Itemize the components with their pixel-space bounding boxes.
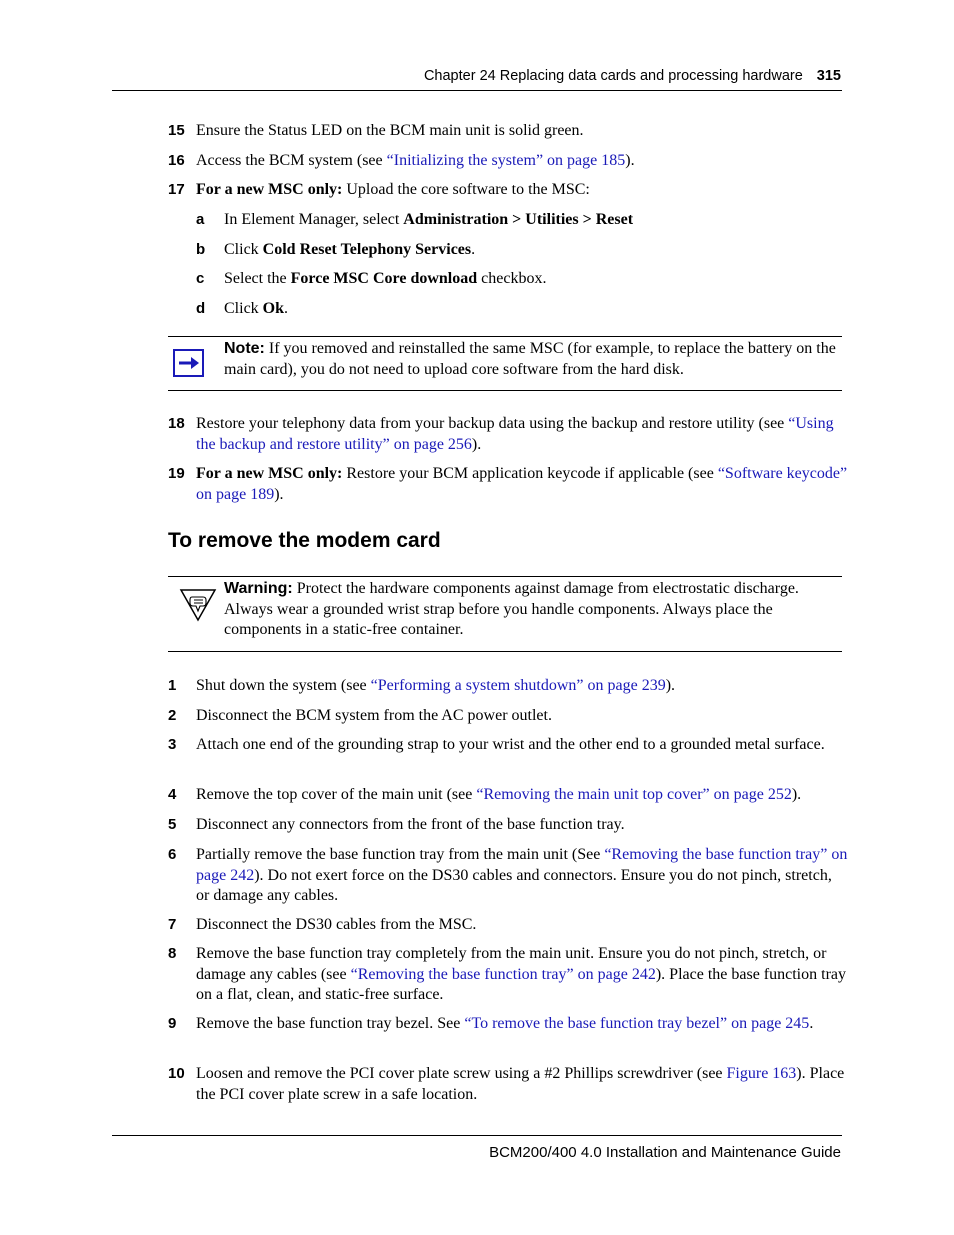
substep-text: Select the Force MSC Core download checkbox.: [224, 270, 547, 287]
cross-reference-link[interactable]: “Removing the main unit top cover” on page 252: [476, 786, 792, 803]
step-text: Remove the base function tray completely from the main unit. Ensure you do not pinch, stretch, or damage any cables (see “Removing the base function tray” on page 242). Place the base function tray on a flat, clean, and static-free surface.: [196, 945, 846, 1003]
step-text: Partially remove the base function tray from the main unit (See “Removing the base function tray” on page 242). Do not exert force on the DS30 cables and connectors. Ensure you do not pinch, stretch, or damage any cables.: [196, 846, 848, 904]
step-5: [168, 815, 848, 836]
step-text: Ensure the Status LED on the BCM main unit is solid green.: [196, 122, 584, 139]
step-4: [168, 785, 848, 806]
cross-reference-link[interactable]: “Performing a system shutdown” on page 239: [370, 677, 666, 694]
step-text: Disconnect the BCM system from the AC power outlet.: [196, 707, 552, 724]
substep-letter: c: [196, 270, 205, 287]
warning-bottom-rule: [168, 651, 842, 652]
step-number: 6: [168, 846, 177, 863]
running-header: [424, 68, 841, 84]
section-heading: To remove the modem card: [168, 529, 441, 552]
cross-reference-link[interactable]: “Removing the base function tray” on page 242: [196, 846, 848, 884]
step-number: 3: [168, 736, 177, 753]
step-number: 4: [168, 786, 177, 803]
step-16: [168, 151, 848, 172]
step-19: [168, 464, 848, 505]
cross-reference-link[interactable]: “Using the backup and restore utility” on page 256: [196, 415, 834, 453]
step-8: [168, 944, 848, 1006]
substep-text: Click Cold Reset Telephony Services.: [224, 241, 476, 258]
note-bottom-rule: [168, 390, 842, 391]
step-text: Loosen and remove the PCI cover plate screw using a #2 Phillips screwdriver (see Figure 163). Place the PCI cover plate screw in a safe location.: [196, 1065, 845, 1103]
note-label: Note:: [224, 340, 265, 357]
substep-c: [196, 269, 836, 290]
step-1: [168, 676, 848, 697]
static-hand-warning-icon: [179, 588, 217, 622]
step-number: 8: [168, 945, 177, 962]
step-number: 9: [168, 1015, 177, 1032]
step-text: Disconnect any connectors from the front of the base function tray.: [196, 816, 625, 833]
chapter-title: Chapter 24 Replacing data cards and processing hardware: [423, 68, 803, 84]
step-number: 17: [168, 181, 185, 198]
cross-reference-link[interactable]: “Initializing the system” on page 185: [386, 152, 626, 169]
cross-reference-link[interactable]: “Software keycode” on page 189: [196, 465, 848, 503]
step-3: [168, 735, 848, 756]
substep-letter: b: [196, 241, 206, 258]
step-number: 2: [168, 707, 177, 724]
step-6: [168, 845, 848, 907]
step-9: [168, 1014, 848, 1035]
note-top-rule: [168, 336, 842, 337]
step-number: 19: [168, 465, 185, 482]
substep-letter: d: [196, 300, 206, 317]
step-7: [168, 915, 848, 936]
substep-d: [196, 299, 836, 320]
footer-title: BCM200/400 4.0 Installation and Maintenance Guide: [489, 1144, 841, 1161]
substep-letter: a: [196, 211, 205, 228]
step-number: 16: [168, 152, 185, 169]
warning-callout: [224, 579, 842, 641]
step-text: Shut down the system (see “Performing a system shutdown” on page 239).: [196, 677, 676, 694]
step-text: Restore your telephony data from your backup data using the backup and restore utility (see “Using the backup and restore utility” on page 256).: [196, 415, 834, 453]
note-callout: [224, 339, 842, 380]
step-number: 18: [168, 415, 185, 432]
step-number: 1: [168, 677, 177, 694]
substep-b: [196, 240, 836, 261]
warning-text: Protect the hardware components against damage from electrostatic discharge. Always wear a grounded wrist strap before you handle components. Always place the components in a static-free container.: [224, 580, 799, 638]
note-text: If you removed and reinstalled the same MSC (for example, to replace the battery on the main card), you do not need to upload core software from the hard disk.: [224, 340, 836, 378]
step-text: Disconnect the DS30 cables from the MSC.: [196, 916, 477, 933]
cross-reference-link[interactable]: “Removing the base function tray” on page 242: [350, 965, 656, 983]
substep-text: Click Ok.: [224, 300, 289, 317]
step-text: For a new MSC only: Upload the core software to the MSC:: [196, 181, 590, 198]
step-text: For a new MSC only: Restore your BCM application keycode if applicable (see “Software keycode” on page 189).: [196, 465, 848, 503]
substep-text: In Element Manager, select Administration > Utilities > Reset: [224, 211, 634, 228]
step-15: [168, 121, 848, 142]
step-text: Access the BCM system (see “Initializing the system” on page 185).: [196, 152, 635, 169]
step-number: 15: [168, 122, 185, 139]
step-number: 5: [168, 816, 177, 833]
step-17: [168, 180, 848, 201]
step-2: [168, 706, 848, 727]
header-rule: [112, 90, 842, 91]
step-text: Remove the top cover of the main unit (see “Removing the main unit top cover” on page 252).: [196, 786, 802, 803]
step-text: Attach one end of the grounding strap to your wrist and the other end to a grounded metal surface.: [196, 736, 825, 753]
page-number: 315: [816, 68, 841, 84]
step-text: Remove the base function tray bezel. See “To remove the base function tray bezel” on page 245.: [196, 1015, 814, 1032]
warning-label: Warning:: [224, 580, 293, 597]
step-10: [168, 1064, 848, 1105]
step-number: 10: [168, 1065, 185, 1082]
warning-top-rule: [168, 576, 842, 577]
footer-rule: [112, 1135, 842, 1136]
step-18: [168, 414, 848, 455]
step-number: 7: [168, 916, 177, 933]
cross-reference-link[interactable]: “To remove the base function tray bezel” on page 245: [464, 1015, 810, 1032]
figure-reference-link[interactable]: Figure 163: [726, 1065, 797, 1082]
substep-a: [196, 210, 836, 231]
arrow-right-icon: [173, 349, 204, 377]
